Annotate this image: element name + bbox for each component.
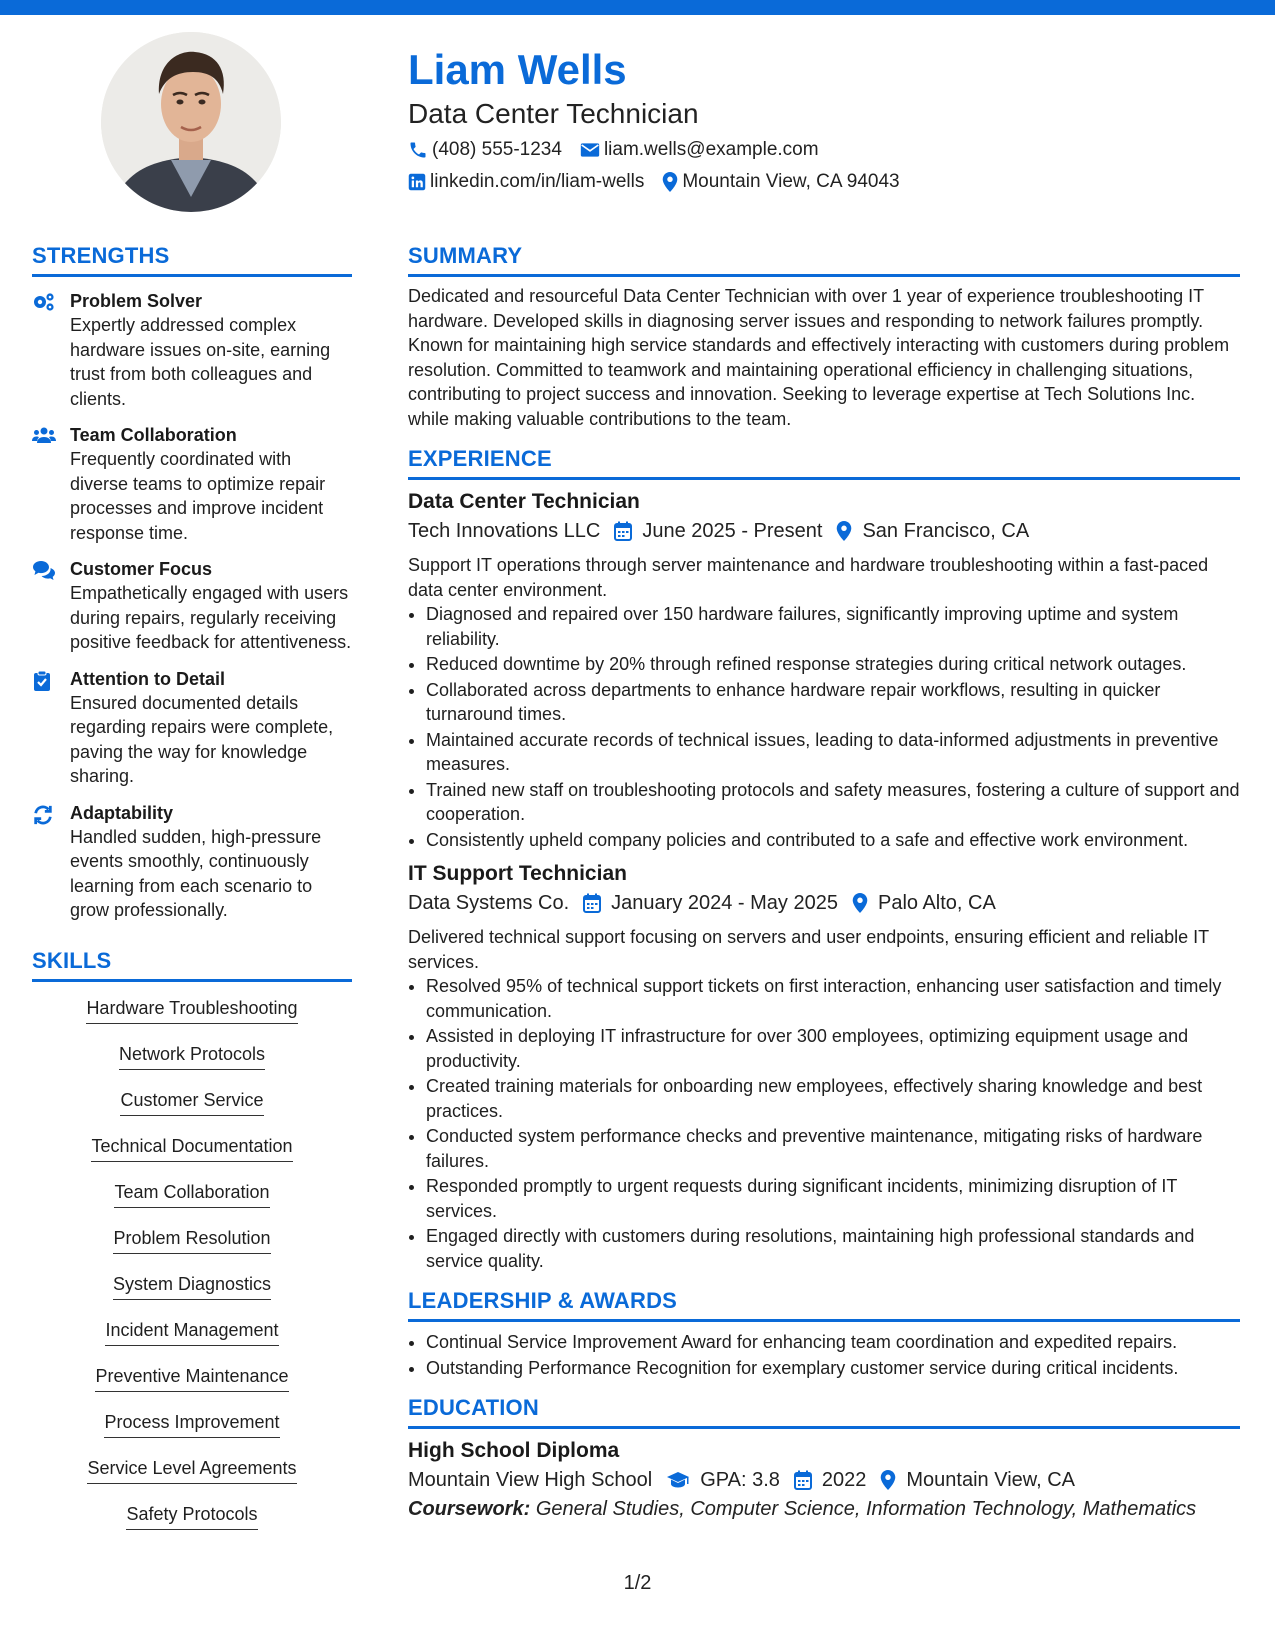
- bullet-item: • Trained new staff on troubleshooting protocols and safety measures, fostering a culture of support and cooperation.: [426, 778, 1240, 827]
- strength-desc: Handled sudden, high-pressure events smoothly, continuously learning from each scenario to grow professionally.: [70, 826, 322, 920]
- bullet-item: • Resolved 95% of technical support tickets on first interaction, enhancing user satisfaction and timely communication.: [426, 974, 1240, 1023]
- education-meta: [408, 1465, 1240, 1495]
- summary-text: Dedicated and resourceful Data Center Technician with over 1 year of experience troubleshooting IT hardware. Developed skills in diagnosing server issues and responding to network failures promptly. Known for maintaining high service standards and effectively interacting with customers during problem resolution. Committed to teamwork and maintaining operational efficiency in challenging situations, contributing to project success and innovation. Seeking to leverage expertise at Tech Solutions Inc. while making valuable contributions to the team.: [408, 286, 1230, 429]
- job-dates: January 2024 - May 2025: [611, 892, 838, 914]
- job-location: Palo Alto, CA: [877, 892, 996, 914]
- graduation-year: 2022: [821, 1469, 867, 1491]
- linkedin-item[interactable]: [408, 171, 644, 193]
- skill-item: System Diagnostics: [113, 1272, 271, 1300]
- skill-item: Service Level Agreements: [87, 1456, 296, 1484]
- phone-item[interactable]: [408, 139, 562, 161]
- bullet-item: • Engaged directly with customers during resolutions, maintaining high professional standards and service quality.: [426, 1224, 1240, 1273]
- skill-item: Preventive Maintenance: [95, 1364, 288, 1392]
- location-text: Mountain View, CA 94043: [682, 171, 900, 192]
- strength-desc: Ensured documented details regarding repairs were complete, paving the way for knowledge sharing.: [70, 692, 334, 786]
- bullet-item: • Assisted in deploying IT infrastructure for over 300 employees, optimizing equipment usage and productivity.: [426, 1024, 1240, 1073]
- resume-header: [408, 40, 1248, 198]
- skill-item: Technical Documentation: [91, 1134, 292, 1162]
- job-entry: [408, 860, 1240, 1273]
- calendar-icon: [794, 1470, 812, 1490]
- top-accent-bar: [0, 0, 1275, 15]
- company-name: Data Systems Co.: [408, 892, 570, 914]
- map-pin-icon: [662, 172, 678, 192]
- strengths-heading: STRENGTHS: [32, 242, 352, 277]
- job-meta: [408, 888, 1240, 918]
- job-entry: [408, 488, 1240, 852]
- graduation-cap-icon: [666, 1471, 690, 1489]
- coursework-label: Coursework:: [408, 1498, 531, 1520]
- education-heading: EDUCATION: [408, 1394, 1240, 1429]
- candidate-title: Data Center Technician: [408, 98, 699, 129]
- strength-desc: Frequently coordinated with diverse teams to optimize repair processes and improve incident response time.: [70, 449, 326, 543]
- degree-title: High School Diploma: [408, 1439, 620, 1462]
- clipboard-check-icon: [32, 670, 52, 692]
- coursework: [408, 1495, 1240, 1523]
- job-bullets: [408, 974, 1240, 1273]
- page-number: 1/2: [623, 1572, 652, 1594]
- right-column: [408, 242, 1240, 1523]
- job-meta: [408, 516, 1240, 546]
- skill-item: Network Protocols: [119, 1042, 265, 1070]
- skills-heading: SKILLS: [32, 947, 352, 982]
- skill-list: [32, 996, 352, 1548]
- skill-item: Problem Resolution: [113, 1226, 270, 1254]
- gpa: GPA: 3.8: [700, 1469, 780, 1491]
- job-location: San Francisco, CA: [862, 520, 1030, 542]
- linkedin-icon: [408, 173, 426, 191]
- company-name: Tech Innovations LLC: [408, 520, 601, 542]
- bullet-item: • Diagnosed and repaired over 150 hardware failures, significantly improving uptime and system reliability.: [426, 602, 1240, 651]
- job-title: IT Support Technician: [408, 862, 627, 885]
- job-title: Data Center Technician: [408, 490, 640, 513]
- skill-item: Safety Protocols: [126, 1502, 257, 1530]
- awards-heading: LEADERSHIP & AWARDS: [408, 1287, 1240, 1322]
- map-pin-icon: [852, 893, 868, 913]
- school-location: Mountain View, CA: [906, 1469, 1076, 1491]
- comments-icon: [32, 560, 56, 580]
- map-pin-icon: [880, 1470, 896, 1490]
- strength-item: [32, 801, 352, 923]
- skill-item: Team Collaboration: [114, 1180, 269, 1208]
- job-dates: June 2025 - Present: [642, 520, 823, 542]
- users-icon: [32, 426, 56, 444]
- job-description: Support IT operations through server maintenance and hardware troubleshooting within a fast-paced data center environment.: [408, 555, 1209, 600]
- school-name: Mountain View High School: [408, 1469, 653, 1491]
- email-item[interactable]: [580, 139, 819, 161]
- skill-item: Process Improvement: [104, 1410, 279, 1438]
- strength-item: [32, 667, 352, 789]
- bullet-item: • Maintained accurate records of technical issues, leading to data-informed adjustments in preventive measures.: [426, 728, 1240, 777]
- skill-item: Incident Management: [105, 1318, 278, 1346]
- candidate-name: Liam Wells: [408, 46, 627, 93]
- bullet-item: • Collaborated across departments to enhance hardware repair workflows, resulting in quicker turnaround times.: [426, 678, 1240, 727]
- calendar-icon: [614, 521, 632, 541]
- envelope-icon: [580, 141, 600, 159]
- profile-photo: [101, 32, 281, 212]
- award-item: • Continual Service Improvement Award for enhancing team coordination and expedited repairs.: [426, 1330, 1240, 1355]
- bullet-item: • Conducted system performance checks and preventive maintenance, mitigating risks of hardware failures.: [426, 1124, 1240, 1173]
- strength-desc: Expertly addressed complex hardware issues on-site, earning trust from both colleagues and clients.: [70, 315, 331, 409]
- contact-row-1: [408, 134, 1248, 166]
- bullet-item: • Responded promptly to urgent requests during significant incidents, minimizing disruption of IT services.: [426, 1174, 1240, 1223]
- strength-item: [32, 289, 352, 411]
- strength-title: Attention to Detail: [70, 668, 225, 689]
- strength-title: Customer Focus: [70, 559, 213, 579]
- job-bullets: [408, 602, 1240, 852]
- summary-heading: SUMMARY: [408, 242, 1240, 277]
- calendar-icon: [583, 893, 601, 913]
- location-item: [662, 171, 899, 193]
- bullet-item: • Created training materials for onboarding new employees, effectively sharing knowledge and best practices.: [426, 1074, 1240, 1123]
- strength-desc: Empathetically engaged with users during repairs, regularly receiving positive feedback for attentiveness.: [70, 583, 352, 652]
- email-text: liam.wells@example.com: [603, 139, 819, 160]
- strength-title: Adaptability: [70, 802, 174, 823]
- map-pin-icon: [836, 521, 852, 541]
- awards-list: [408, 1330, 1240, 1380]
- skill-item: Hardware Troubleshooting: [86, 996, 297, 1024]
- strength-item: [32, 557, 352, 655]
- contact-row-2: [408, 166, 1248, 198]
- skill-item: Customer Service: [120, 1088, 263, 1116]
- coursework-text: General Studies, Computer Science, Information Technology, Mathematics: [535, 1498, 1197, 1520]
- strength-title: Team Collaboration: [70, 425, 237, 445]
- bullet-item: • Reduced downtime by 20% through refined response strategies during critical network outages.: [426, 652, 1240, 677]
- sync-icon: [32, 804, 54, 826]
- strength-title: Problem Solver: [70, 291, 203, 311]
- experience-heading: EXPERIENCE: [408, 445, 1240, 480]
- phone-text: (408) 555-1234: [432, 139, 562, 160]
- job-description: Delivered technical support focusing on servers and user endpoints, ensuring efficient and reliable IT services.: [408, 927, 1209, 972]
- award-item: • Outstanding Performance Recognition for exemplary customer service during critical incidents.: [426, 1356, 1240, 1381]
- left-column: [32, 242, 352, 1548]
- strength-item: [32, 423, 352, 545]
- bullet-item: • Consistently upheld company policies and contributed to a safe and effective work environment.: [426, 828, 1240, 853]
- phone-icon: [408, 140, 428, 160]
- linkedin-text: linkedin.com/in/liam-wells: [430, 171, 645, 192]
- gears-icon: [32, 292, 56, 312]
